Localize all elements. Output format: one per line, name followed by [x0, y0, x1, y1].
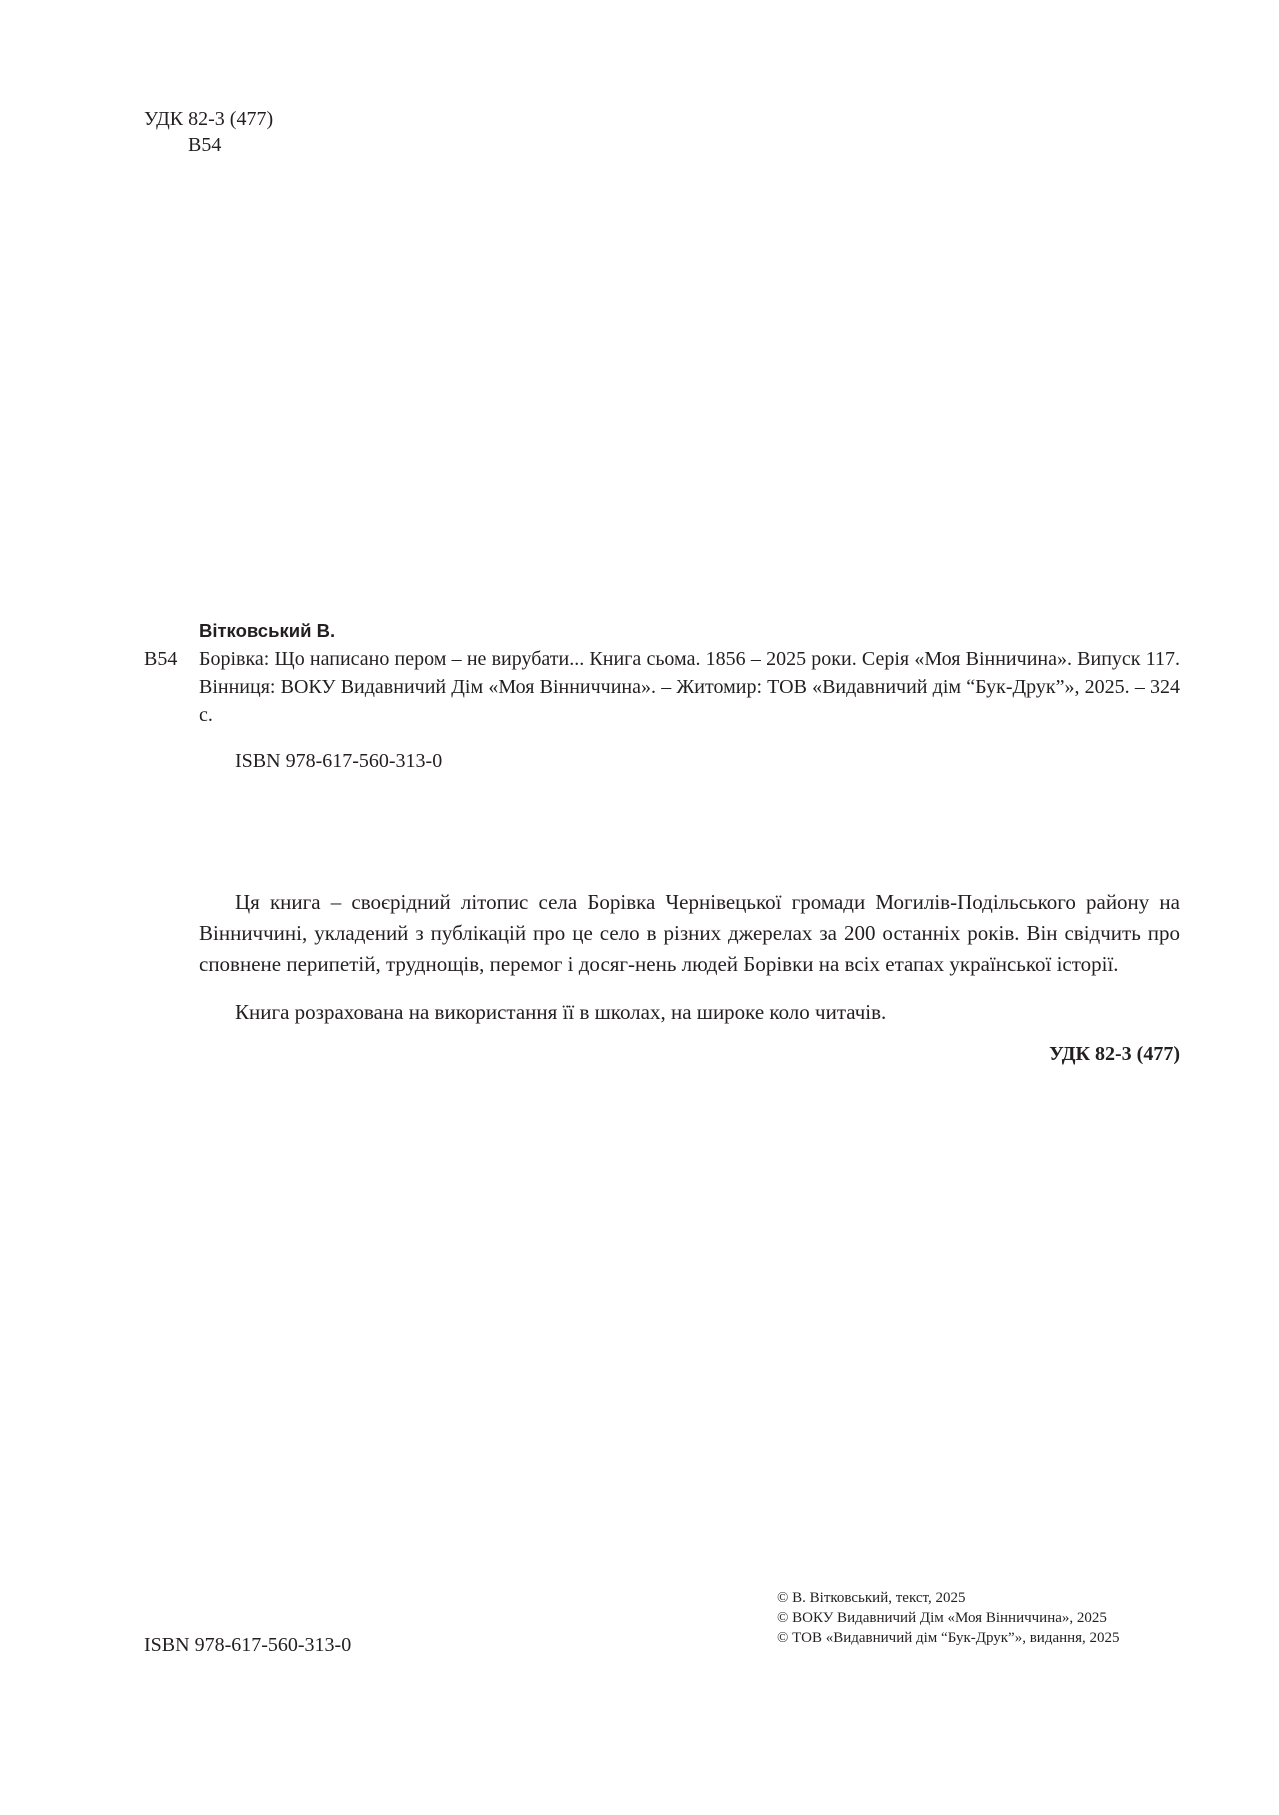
udk-code: УДК 82-3 (477): [144, 108, 274, 130]
copyright-line: © В. Вітковський, текст, 2025: [777, 1590, 966, 1606]
record-isbn: ISBN 978-617-560-313-0: [235, 750, 443, 772]
abstract-paragraph: Ця книга – своєрідний літопис села Борівка Чернівецької громади Могилів-Подільського району на Вінниччині, укладений з публікацій про це село в різних джерелах за 200 останніх років. Він свідчить про сповнене перипетій, труднощів, перемог і досяг-нень людей Борівки на всіх етапах української історії.: [199, 890, 1180, 976]
copyright-line: © ВОКУ Видавничий Дім «Моя Вінниччина», 2025: [777, 1610, 1107, 1626]
copyright-block: [777, 1588, 1120, 1648]
author-sign-code: В54: [188, 134, 222, 156]
udk-bold-right: УДК 82-3 (477): [1049, 1043, 1180, 1065]
audience-paragraph: Книга розрахована на використання її в школах, на широке коло читачів.: [235, 1000, 887, 1024]
author-name: Вітковський В.: [199, 620, 336, 641]
record-body: [144, 645, 1180, 729]
bibliographic-record: [144, 617, 1180, 775]
abstract-section: [199, 887, 1180, 1070]
footer-isbn: ISBN 978-617-560-313-0: [144, 1634, 352, 1656]
record-description: Борівка: Що написано пером – не вирубати... Книга сьома. 1856 – 2025 роки. Серія «Моя Вінничина». Випуск 117. Вінниця: ВОКУ Видавничий Дім «Моя Вінниччина». – Житомир: ТОВ «Видавничий дім “Бук-Друк”», 2025. – 324 с.: [199, 648, 1180, 726]
udk-header: [144, 106, 273, 158]
copyright-line: © ТОВ «Видавничий дім “Бук-Друк”», видання, 2025: [777, 1630, 1120, 1646]
record-code: В54: [144, 648, 178, 670]
